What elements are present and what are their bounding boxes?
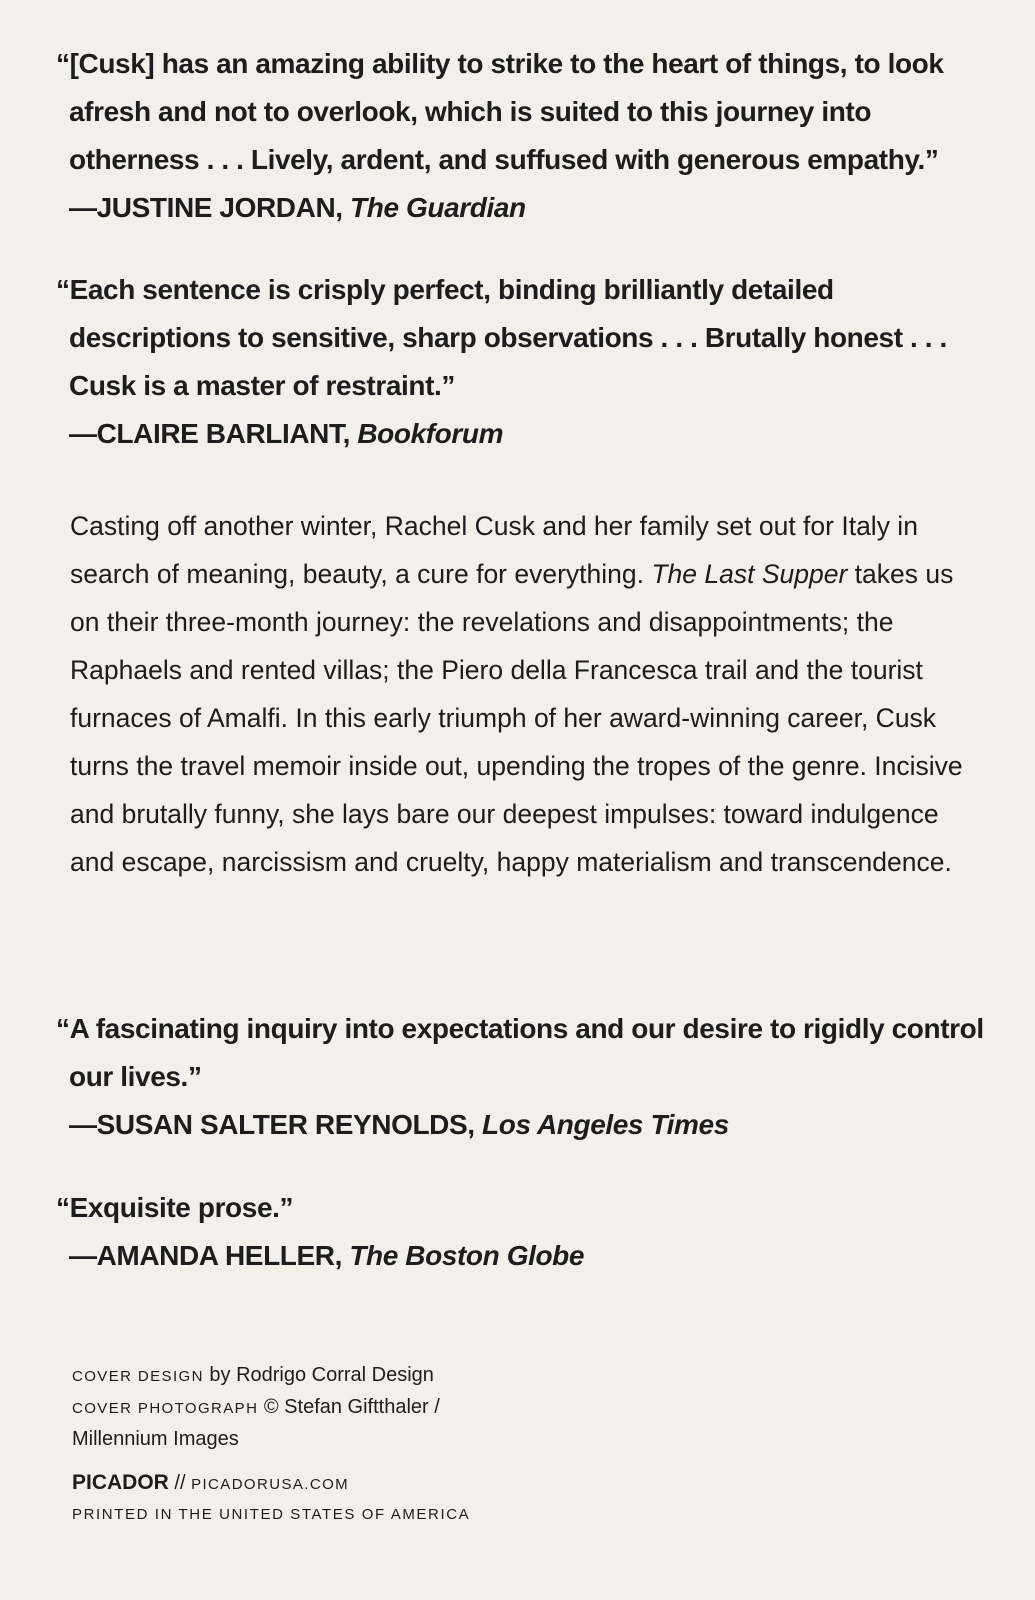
quote-text: “Each sentence is crisply perfect, binding brilliantly detailed descriptions to sensitive, sharp observations . . . Brutally honest . . . Cusk is a master of restraint.” xyxy=(56,274,947,401)
cover-credits xyxy=(72,1360,672,1455)
publisher-separator: // xyxy=(168,1472,192,1494)
book-description xyxy=(70,502,970,886)
cover-photo-credit xyxy=(72,1392,492,1455)
quote-author: —CLAIRE BARLIANT, xyxy=(69,418,350,449)
publisher-name: PICADOR xyxy=(72,1471,169,1494)
quote-author: —SUSAN SALTER REYNOLDS, xyxy=(69,1109,475,1140)
publisher-line xyxy=(72,1468,349,1500)
quote-text: “A fascinating inquiry into expectations and our desire to rigidly control our lives.” xyxy=(56,1013,984,1092)
quote-source: The Guardian xyxy=(350,192,526,223)
review-quote-guardian xyxy=(56,40,996,232)
description-part-1: Casting off another winter, Rachel Cusk and her family set out for Italy in search of meaning, beauty, a cure for everything. xyxy=(70,511,918,589)
quote-author: —AMANDA HELLER, xyxy=(69,1240,342,1271)
cover-photo-label: COVER PHOTOGRAPH xyxy=(72,1400,259,1417)
quote-source: The Boston Globe xyxy=(349,1240,585,1271)
quote-attribution xyxy=(56,1101,996,1149)
quote-source: Los Angeles Times xyxy=(482,1109,729,1140)
quote-attribution xyxy=(56,184,996,232)
book-title: The Last Supper xyxy=(651,559,848,589)
publisher-url: PICADORUSA.COM xyxy=(191,1476,350,1493)
quote-source: Bookforum xyxy=(357,418,504,449)
cover-design-text: by Rodrigo Corral Design xyxy=(203,1364,434,1386)
review-quote-la-times xyxy=(56,1005,996,1149)
description-part-2: takes us on their three-month journey: the revelations and disappointments; the Raphaels and rented villas; the Piero della Francesca trail and the tourist furnaces of Amalfi. In this early triumph of her award-winning career, Cusk turns the travel memoir inside out, upending the tropes of the genre. Incisive and brutally funny, she lays bare our deepest impulses: toward indulgence and escape, narcissism and cruelty, happy materialism and transcendence. xyxy=(70,559,963,877)
printed-in-notice: PRINTED IN THE UNITED STATES OF AMERICA xyxy=(72,1506,471,1523)
review-quote-bookforum xyxy=(56,266,996,458)
cover-design-credit xyxy=(72,1360,672,1392)
quote-text: “Exquisite prose.” xyxy=(56,1192,294,1223)
review-quote-boston-globe xyxy=(56,1184,996,1280)
cover-photo-text: © Stefan Giftthaler / Millennium Images xyxy=(72,1396,440,1450)
cover-design-label: COVER DESIGN xyxy=(72,1368,204,1385)
quote-text: “[Cusk] has an amazing ability to strike to the heart of things, to look afresh and not to overlook, which is suited to this journey into otherness . . . Lively, ardent, and suffused with generous empathy.” xyxy=(56,48,944,175)
quote-attribution xyxy=(56,1232,996,1280)
quote-author: —JUSTINE JORDAN, xyxy=(69,192,343,223)
quote-attribution xyxy=(56,410,996,458)
